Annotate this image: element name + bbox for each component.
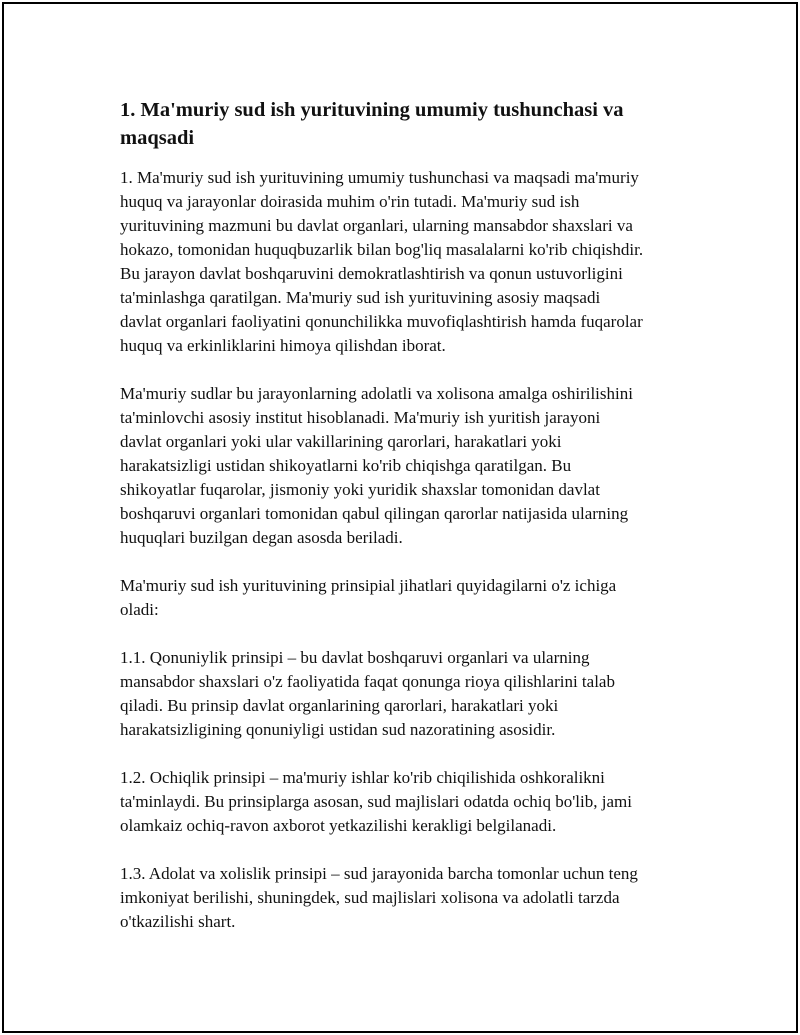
paragraph-administrative-courts: Ma'muriy sudlar bu jarayonlarning adolatli va xolisona amalga oshirilishini ta'minlovchi asosiy institut hisoblanadi. Ma'muriy ish yuritish jarayoni davlat organlari yoki ular vakillarining qarorlari, harakatlari yoki harakatsizligi ustidan shikoyatlarni ko'rib chiqishga qaratilgan. Bu shikoyatlar fuqarolar, jismoniy yoki yuridik shaxslar tomonidan davlat boshqaruvi organlari tomonidan qabul qilingan qarorlar natijasida ularning huquqlari buzilgan degan asosda beriladi.	[120, 384, 633, 547]
document-page	[2, 2, 798, 1033]
document-title: 1. Ma'muriy sud ish yurituvining umumiy tushunchasi va maqsadi	[120, 99, 624, 149]
paragraph-principle-legality: 1.1. Qonuniylik prinsipi – bu davlat boshqaruvi organlari va ularning mansabdor shaxslari o'z faoliyatida faqat qonunga rioya qilishlarini talab qiladi. Bu prinsip davlat organlarining qarorlari, harakatlari yoki harakatsizligining qonuniyligi ustidan sud nazoratining asosidir.	[120, 648, 615, 739]
document-content	[120, 96, 696, 958]
paragraph-principle-openness: 1.2. Ochiqlik prinsipi – ma'muriy ishlar ko'rib chiqilishida oshkoralikni ta'minlaydi. Bu prinsiplarga asosan, sud majlislari odatda ochiq bo'lib, jami olamkaiz ochiq-ravon axborot yetkazilishi kerakligi belgilanadi.	[120, 768, 632, 835]
paragraph-principles-intro: Ma'muriy sud ish yurituvining prinsipial jihatlari quyidagilarni o'z ichiga oladi:	[120, 576, 617, 619]
paragraph-intro: 1. Ma'muriy sud ish yurituvining umumiy tushunchasi va maqsadi ma'muriy huquq va jarayonlar doirasida muhim o'rin tutadi. Ma'muriy sud ish yurituvining mazmuni bu davlat organlari, ularning mansabdor shaxslari va hokazo, tomonidan huquqbuzarlik bilan bog'liq masalalarni ko'rib chiqishdir. Bu jarayon davlat boshqaruvini demokratlashtirish va qonun ustuvorligini ta'minlashga qaratilgan. Ma'muriy sud ish yurituvining asosiy maqsadi davlat organlari faoliyatini qonunchilikka muvofiqlashtirish hamda fuqarolar huquq va erkinliklarini himoya qilishdan iborat.	[120, 168, 644, 355]
paragraph-principle-fairness: 1.3. Adolat va xolislik prinsipi – sud jarayonida barcha tomonlar uchun teng imkoniyat berilishi, shuningdek, sud majlislari xolisona va adolatli tarzda o'tkazilishi shart.	[120, 864, 638, 931]
document-body	[120, 166, 696, 934]
